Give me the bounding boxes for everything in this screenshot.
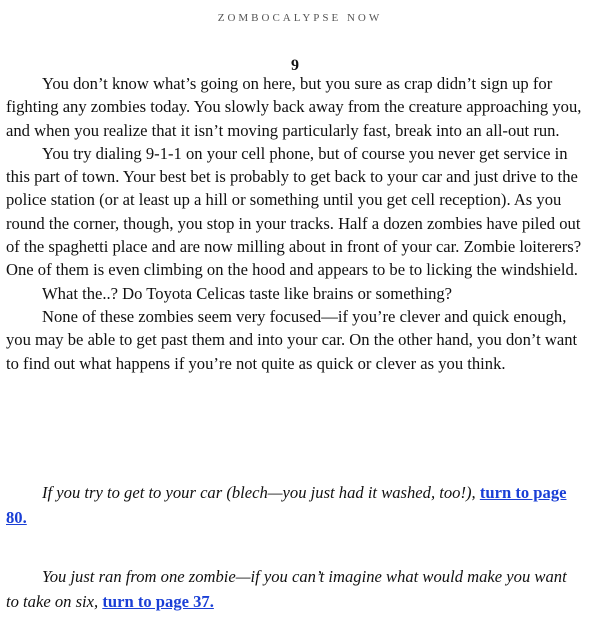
story-body <box>6 72 586 375</box>
story-paragraph: What the..? Do Toyota Celicas taste like brains or something? <box>42 283 453 303</box>
story-paragraph: None of these zombies seem very focused—if you’re clever and quick enough, you may be able to get past them and into your car. On the other hand, you don’t want to find out what happens if you’re not quite as quick or clever as you think. <box>6 306 578 373</box>
running-header: ZOMBOCALYPSE NOW <box>217 12 383 24</box>
choice-run <box>6 564 578 614</box>
choice-run-text: You just ran from one zombie—if you can’t imagine what would make you want to take on six, <box>6 567 567 611</box>
choice-car-text: If you try to get to your car (blech—you just had it washed, too!), <box>42 483 480 502</box>
page-number: 9 <box>291 57 299 74</box>
story-paragraph: You don’t know what’s going on here, but you sure as crap didn’t sign up for fighting any zombies today. You slowly back away from the creature approaching you, and when you realize that it isn’t moving particularly fast, break into an all-out run. <box>6 74 582 140</box>
turn-to-page-80-link[interactable]: turn to page 80. <box>6 483 567 527</box>
choice-car <box>6 480 578 530</box>
story-paragraph: You try dialing 9-1-1 on your cell phone, but of course you never get service in this part of town. Your best bet is probably to get back to your car and just drive to the police station (or at least up a hill or something until you get cell reception). As you round the corner, though, you stop in your tracks. Half a dozen zombies have piled out of the spaghetti place and are now milling about in front of your car. Zombie loiterers? One of them is even climbing on the hood and appears to be to licking the windshield. <box>6 143 582 280</box>
turn-to-page-37-link[interactable]: turn to page 37. <box>102 592 214 611</box>
